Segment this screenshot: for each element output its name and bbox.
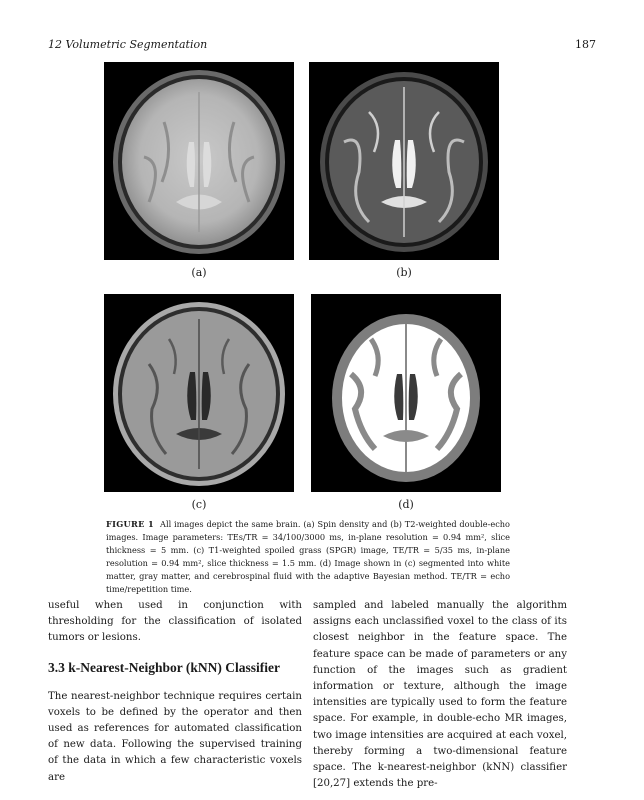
figure-panel-d [311, 294, 501, 492]
panel-label-a: (a) [191, 266, 207, 279]
body-column-right [313, 598, 567, 792]
figure-caption-label: FIGURE 1 [106, 519, 155, 529]
mri-image-a [104, 62, 294, 260]
running-header [48, 38, 596, 52]
section-heading: 3.3 k-Nearest-Neighbor (kNN) Classifier [48, 659, 280, 675]
figure-panel-a [104, 62, 294, 260]
mri-image-b [309, 62, 499, 260]
panel-label-d: (d) [398, 498, 414, 511]
figure-caption [106, 518, 510, 596]
segmentation-image-d [311, 294, 501, 492]
figure-panel-c [104, 294, 294, 492]
panel-label-c: (c) [191, 498, 207, 511]
paragraph: The nearest-neighbor technique requires certain voxels to be defined by the operator and then used as references for automated classification of new data. Following the supervised training of the data in which a few characteristic voxels are [48, 690, 302, 783]
page-number: 187 [575, 38, 596, 51]
figure-caption-text: All images depict the same brain. (a) Spin density and (b) T2-weighted double-echo images. Image parameters: TEs/TR = 34/100/3000 ms, in-plane resolution = 0.94 mm², slice thickness = 5 mm. (c) T1-weighted spoiled grass (SPGR) image, TE/TR = 5/35 ms, in-plane resolution = 0.94 mm², slice thickness = 1.5 mm. (d) Image shown in (c) segmented into white matter, gray matter, and cerebrospinal fluid with the adaptive Bayesian method. TE/TR = echo time/repetition time. [106, 519, 510, 594]
figure-panel-b [309, 62, 499, 260]
chapter-title: 12 Volumetric Segmentation [48, 38, 208, 51]
paragraph: useful when used in conjunction with thresholding for the classification of isolated tumors or lesions. [48, 600, 302, 644]
mri-image-c [104, 294, 294, 492]
body-column-left [48, 598, 302, 786]
panel-label-b: (b) [396, 266, 412, 279]
paragraph: sampled and labeled manually the algorithm assigns each unclassified voxel to the class of its closest neighbor in the feature space. The feature space can be made of parameters or any function of the images such as gradient information or texture, although the image intensities are typically used to form the feature space. For example, in double-echo MR images, two image intensities are acquired at each voxel, thereby forming a two-dimensional feature space. The k-nearest-neighbor (kNN) classifier [20,27] extends the pre- [313, 600, 567, 790]
